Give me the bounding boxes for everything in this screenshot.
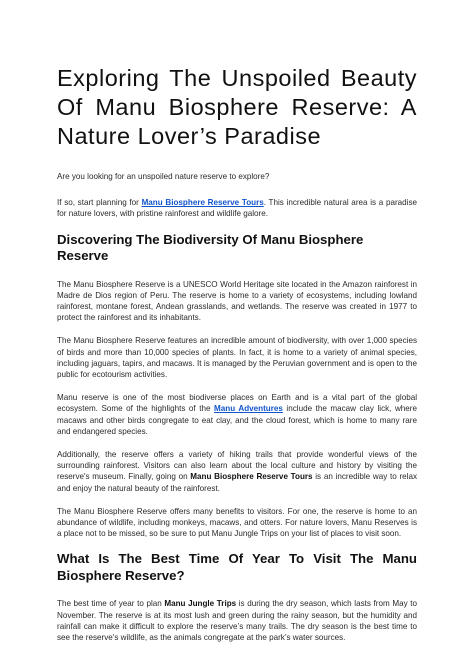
intro-question: Are you looking for an unspoiled nature reserve to explore? [57, 172, 270, 181]
section-heading-best-time: What Is The Best Time Of Year To Visit The Manu Biosphere Reserve? [57, 551, 417, 583]
paragraph-best-time [57, 598, 417, 643]
highlights-text-start: Manu reserve is one of the most biodiverse places on Earth and is a vital part of the global ecosystem. Some of the highlights of the [57, 393, 417, 414]
intro-paragraph [57, 197, 417, 219]
paragraph-benefits: The Manu Biosphere Reserve offers many benefits to visitors. For one, the reserve is home to an abundance of wildlife, including monkeys, macaws, and otters. For nature lovers, Manu Reserves is a place not to be missed, so be sure to put Manu Jungle Trips on your list of places to visit soon. [57, 506, 417, 539]
best-time-text-end: is during the dry season, which lasts from May to November. The reserve is at its most lush and green during the rainy season, but the humidity and rainfall can make it difficult to explore the reserve’s many trails. The dry season is the best time to see the reserve's wildlife, as the animals congregate at the park’s water sources. [57, 599, 417, 643]
section-heading-biodiversity: Discovering The Biodiversity Of Manu Biosphere Reserve [57, 231, 364, 264]
manu-adventures-link[interactable]: Manu Adventures [214, 404, 283, 414]
paragraph-biodiversity: The Manu Biosphere Reserve features an incredible amount of biodiversity, with over 1,000 species of birds and more than 10,000 species of plants. In fact, it is home to a variety of animal species, including jaguars, tapirs, and macaws. It is managed by the Peruvian government and is open to the public for ecotourism activities. [57, 336, 417, 380]
intro-text-end: . This incredible natural area is a paradise for nature lovers, with pristine rainforest and wildlife galore. [57, 198, 417, 219]
highlights-text-end: include the macaw clay lick, where macaws and other birds congregate to eat clay, and the cloud forest, which is home to many rare and endangered species. [57, 404, 417, 436]
paragraph-highlights [57, 392, 417, 437]
manu-biosphere-reserve-tours-link[interactable]: Manu Biosphere Reserve Tours [141, 198, 264, 208]
best-time-text-start: The best time of year to plan [57, 599, 165, 609]
hiking-text-end: is an incredible way to relax and enjoy the natural beauty of the rainforest. [57, 472, 418, 493]
tours-bold-text: Manu Biosphere Reserve Tours [190, 472, 313, 482]
page-title: Exploring The Unspoiled Beauty Of Manu Biosphere Reserve: A Nature Lover’s Paradise [57, 65, 417, 149]
paragraph-hiking [57, 449, 417, 494]
spacer [57, 151, 417, 171]
hiking-text-start: Additionally, the reserve offers a variety of hiking trails that provide wonderful views of the surrounding rainforest. Visitors can also learn about the local culture and history by visiting the reserve's museum. Finally, going on [57, 450, 417, 482]
intro-text-start: If so, start planning for [57, 198, 142, 208]
paragraph-unesco: The Manu Biosphere Reserve is a UNESCO World Heritage site located in the Amazon rainforest in Madre de Dios region of Peru. The reserve is home to a variety of ecosystems, including lowland rainforest, montane forest, Andean grasslands, and wetlands. The reserve was created in 1977 to protect the rainforest and its inhabitants. [57, 279, 417, 323]
jungle-trips-bold-text: Manu Jungle Trips [164, 599, 237, 609]
